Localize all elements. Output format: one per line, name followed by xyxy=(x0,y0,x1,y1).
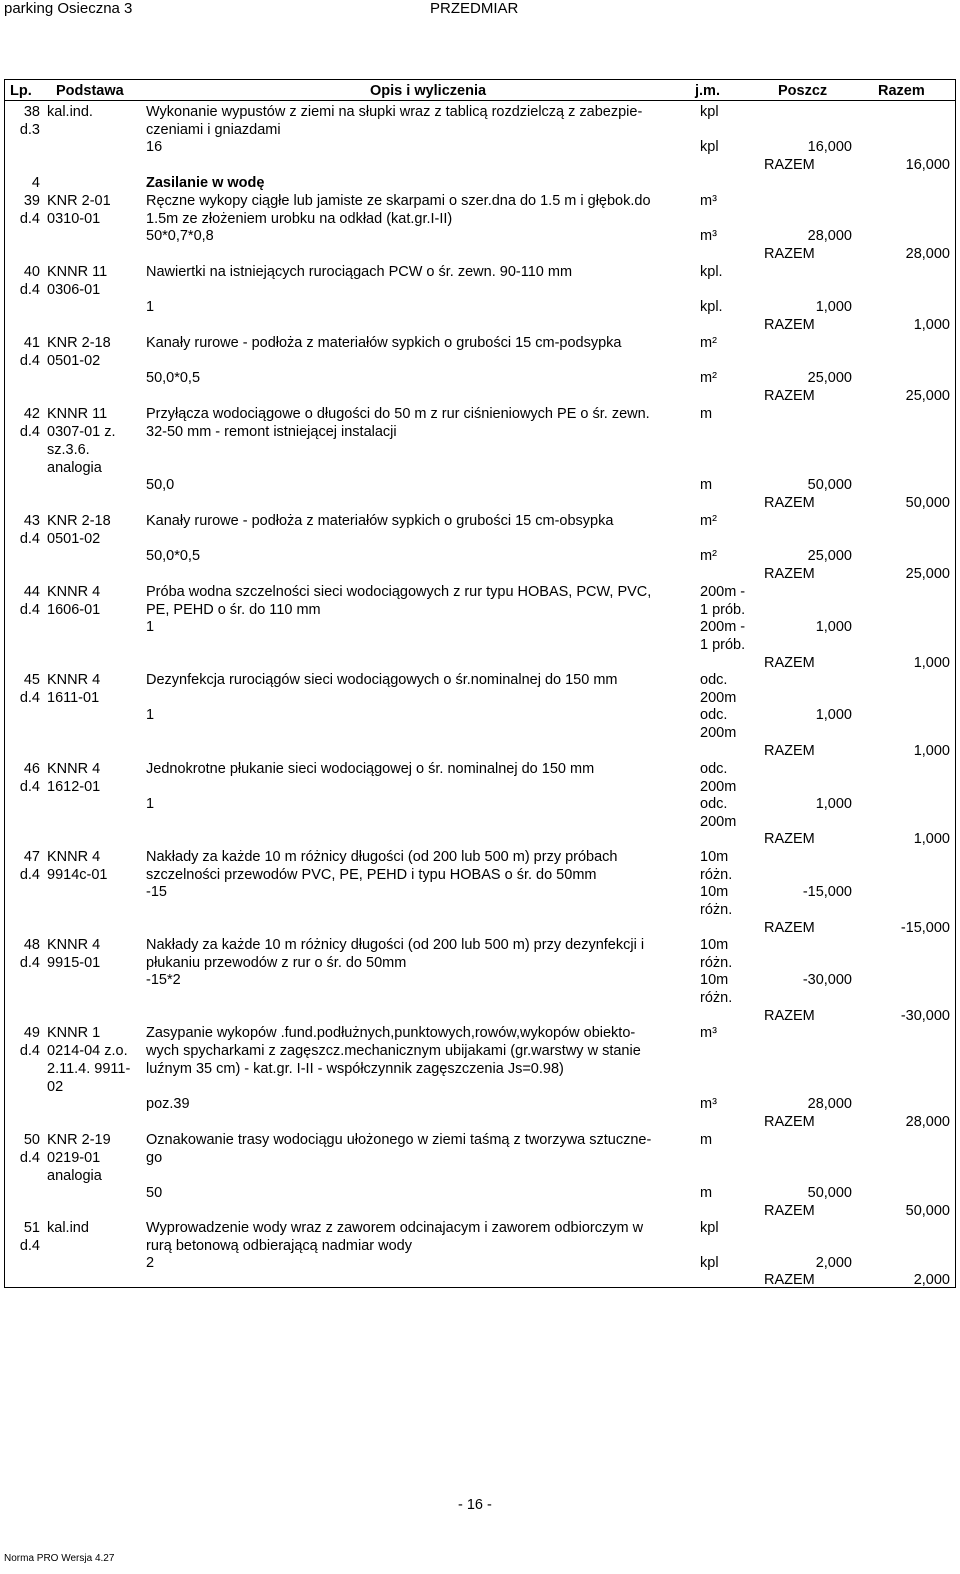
row-podstawa: 1606-01 xyxy=(47,602,101,618)
row-calc-unit: odc. xyxy=(700,707,728,723)
row-calc-unit: różn. xyxy=(700,902,733,918)
row-lp: 39 xyxy=(23,193,40,209)
row-unit: kpl. xyxy=(700,264,723,280)
row-podstawa: 0219-01 xyxy=(47,1150,101,1166)
row-lp: 50 xyxy=(23,1132,40,1148)
row-lp: 38 xyxy=(23,104,40,120)
row-description: Nawiertki na istniejących rurociągach PCW o śr. zewn. 90-110 mm xyxy=(146,264,573,280)
row-podstawa: 0310-01 xyxy=(47,211,101,227)
row-calculation: 1 xyxy=(146,707,155,723)
table-header-rule xyxy=(4,100,956,101)
row-calculation: 1 xyxy=(146,619,155,635)
row-lp-suffix: d.4 xyxy=(19,424,40,440)
row-razem: 1,000 xyxy=(913,655,950,671)
row-podstawa: 2.11.4. 9911- xyxy=(47,1061,131,1077)
row-description: Wyprowadzenie wody wraz z zaworem odcinajacym i zaworem odbiorczym w xyxy=(146,1220,644,1236)
row-razem-label: RAZEM xyxy=(764,246,815,262)
row-unit: 10m xyxy=(700,937,729,953)
row-lp-suffix: d.4 xyxy=(19,867,40,883)
row-calc-unit: 200m xyxy=(700,814,737,830)
row-calc-unit: kpl xyxy=(700,1255,719,1271)
row-razem: 1,000 xyxy=(913,317,950,333)
row-razem-label: RAZEM xyxy=(764,1203,815,1219)
row-description: Kanały rurowe - podłoża z materiałów sypkich o grubości 15 cm-podsypka xyxy=(146,335,622,351)
row-podstawa: KNNR 4 xyxy=(47,584,101,600)
row-podstawa: sz.3.6. xyxy=(47,442,90,458)
row-poszcz: 28,000 xyxy=(807,1096,852,1112)
row-razem-label: RAZEM xyxy=(764,388,815,404)
row-description: Jednokrotne płukanie sieci wodociągowej o śr. nominalnej do 150 mm xyxy=(146,761,595,777)
row-lp-suffix: d.4 xyxy=(19,690,40,706)
row-unit: m³ xyxy=(700,1025,717,1041)
row-description: Przyłącza wodociągowe o długości do 50 m z rur ciśnieniowych PE o śr. zewn. xyxy=(146,406,650,422)
row-description: Ręczne wykopy ciągłe lub jamiste ze skarpami o szer.dna do 1.5 m i głębok.do xyxy=(146,193,651,209)
row-razem-label: RAZEM xyxy=(764,743,815,759)
row-razem: 50,000 xyxy=(905,1203,950,1219)
row-poszcz: 1,000 xyxy=(815,707,852,723)
row-description: Próba wodna szczelności sieci wodociągowych z rur typu HOBAS, PCW, PVC, xyxy=(146,584,652,600)
row-poszcz: 25,000 xyxy=(807,370,852,386)
row-calculation: 50,0*0,5 xyxy=(146,548,201,564)
row-lp-suffix: d.4 xyxy=(19,1150,40,1166)
row-lp: 41 xyxy=(23,335,40,351)
row-podstawa: 0214-04 z.o. xyxy=(47,1043,128,1059)
row-poszcz: 1,000 xyxy=(815,299,852,315)
row-podstawa: 1611-01 xyxy=(47,690,100,706)
row-razem-label: RAZEM xyxy=(764,1114,815,1130)
row-calculation: 1 xyxy=(146,796,155,812)
col-header-razem: Razem xyxy=(878,83,925,99)
row-razem-label: RAZEM xyxy=(764,655,815,671)
row-description: rurą betonową odbierającą nadmiar wody xyxy=(146,1238,412,1254)
row-podstawa: KNR 2-18 xyxy=(47,513,111,529)
row-razem-label: RAZEM xyxy=(764,317,815,333)
row-calc-unit: 10m xyxy=(700,972,729,988)
row-calc-unit: 10m xyxy=(700,884,729,900)
row-description: 1.5m ze złożeniem urobku na odkład (kat.gr.I-II) xyxy=(146,211,453,227)
section-number: 4 xyxy=(31,175,40,191)
row-lp: 43 xyxy=(23,513,40,529)
row-calc-unit: m³ xyxy=(700,228,717,244)
row-unit: kpl xyxy=(700,1220,719,1236)
row-razem: 28,000 xyxy=(905,246,950,262)
row-razem-label: RAZEM xyxy=(764,495,815,511)
row-lp: 45 xyxy=(23,672,40,688)
row-calc-unit: odc. xyxy=(700,796,728,812)
row-unit: m³ xyxy=(700,193,717,209)
row-calc-unit: kpl. xyxy=(700,299,723,315)
row-calc-unit: różn. xyxy=(700,990,733,1006)
row-calc-unit: m xyxy=(700,1185,713,1201)
row-podstawa: kal.ind. xyxy=(47,104,93,120)
row-podstawa: KNNR 11 xyxy=(47,264,108,280)
row-podstawa: 9915-01 xyxy=(47,955,101,971)
row-lp-suffix: d.4 xyxy=(19,353,40,369)
row-calc-unit: 200m xyxy=(700,725,737,741)
row-lp-suffix: d.4 xyxy=(19,211,40,227)
row-unit: 1 prób. xyxy=(700,602,746,618)
row-razem-label: RAZEM xyxy=(764,157,815,173)
row-description: go xyxy=(146,1150,163,1166)
col-header-jm: j.m. xyxy=(695,83,720,99)
row-lp-suffix: d.4 xyxy=(19,602,40,618)
row-lp-suffix: d.4 xyxy=(19,1043,40,1059)
row-unit: 200m - xyxy=(700,584,746,600)
row-razem: 16,000 xyxy=(905,157,950,173)
row-calc-unit: kpl xyxy=(700,139,719,155)
row-description: Kanały rurowe - podłoża z materiałów sypkich o grubości 15 cm-obsypka xyxy=(146,513,614,529)
row-razem: 50,000 xyxy=(905,495,950,511)
row-podstawa: kal.ind xyxy=(47,1220,89,1236)
row-podstawa: 0307-01 z. xyxy=(47,424,116,440)
row-lp-suffix: d.4 xyxy=(19,531,40,547)
row-lp: 44 xyxy=(23,584,40,600)
row-lp: 51 xyxy=(23,1220,40,1236)
row-calculation: 1 xyxy=(146,299,155,315)
row-description: PE, PEHD o śr. do 110 mm xyxy=(146,602,321,618)
row-razem: 25,000 xyxy=(905,566,950,582)
row-calculation: poz.39 xyxy=(146,1096,190,1112)
row-description: czeniami i gniazdami xyxy=(146,122,281,138)
row-podstawa: KNR 2-01 xyxy=(47,193,111,209)
row-lp-suffix: d.4 xyxy=(19,779,40,795)
col-header-opis: Opis i wyliczenia xyxy=(370,83,487,99)
row-description: Nakłady za każde 10 m różnicy długości (od 200 lub 500 m) przy próbach xyxy=(146,849,618,865)
row-podstawa: KNNR 4 xyxy=(47,761,101,777)
row-calculation: 50 xyxy=(146,1185,163,1201)
row-description: luźnym 35 cm) - kat.gr. I-II - współczynnik zagęszczenia Js=0.98) xyxy=(146,1061,564,1077)
row-poszcz: -15,000 xyxy=(802,884,852,900)
row-poszcz: 1,000 xyxy=(815,796,852,812)
row-podstawa: KNNR 4 xyxy=(47,672,101,688)
row-calc-unit: 200m - xyxy=(700,619,746,635)
row-poszcz: 50,000 xyxy=(807,477,852,493)
row-calc-unit: 1 prób. xyxy=(700,637,746,653)
row-razem: 1,000 xyxy=(913,743,950,759)
row-unit: m² xyxy=(700,335,717,351)
row-description: Oznakowanie trasy wodociągu ułożonego w ziemi taśmą z tworzywa sztuczne- xyxy=(146,1132,652,1148)
row-lp: 48 xyxy=(23,937,40,953)
row-unit: różn. xyxy=(700,867,733,883)
row-unit: 200m xyxy=(700,779,737,795)
row-podstawa: analogia xyxy=(47,460,102,476)
col-header-podstawa: Podstawa xyxy=(56,83,124,99)
row-calc-unit: m² xyxy=(700,548,717,564)
header-project: parking Osieczna 3 xyxy=(4,0,133,17)
row-razem-label: RAZEM xyxy=(764,566,815,582)
table-top-rule xyxy=(4,79,956,80)
row-description: 32-50 mm - remont istniejącej instalacji xyxy=(146,424,397,440)
row-podstawa: 02 xyxy=(47,1079,64,1095)
row-unit: m xyxy=(700,406,713,422)
col-header-poszcz: Poszcz xyxy=(778,83,828,99)
row-poszcz: -30,000 xyxy=(802,972,852,988)
row-unit: odc. xyxy=(700,761,728,777)
row-calculation: 50*0,7*0,8 xyxy=(146,228,214,244)
row-podstawa: analogia xyxy=(47,1168,102,1184)
row-lp-suffix: d.3 xyxy=(19,122,40,138)
row-podstawa: KNR 2-18 xyxy=(47,335,111,351)
section-title: Zasilanie w wodę xyxy=(146,175,265,191)
row-podstawa: KNNR 11 xyxy=(47,406,108,422)
row-razem: -15,000 xyxy=(900,920,950,936)
row-lp: 47 xyxy=(23,849,40,865)
row-podstawa: 0501-02 xyxy=(47,353,101,369)
row-podstawa: KNNR 4 xyxy=(47,937,101,953)
row-calculation: 50,0*0,5 xyxy=(146,370,201,386)
row-unit: różn. xyxy=(700,955,733,971)
row-poszcz: 1,000 xyxy=(815,619,852,635)
row-description: szczelności przewodów PVC, PE, PEHD i typu HOBAS o śr. do 50mm xyxy=(146,867,597,883)
row-podstawa: 0501-02 xyxy=(47,531,101,547)
row-poszcz: 2,000 xyxy=(815,1255,852,1271)
software-footer: Norma PRO Wersja 4.27 xyxy=(4,1553,115,1564)
row-calc-unit: m² xyxy=(700,370,717,386)
row-lp: 49 xyxy=(23,1025,40,1041)
row-lp-suffix: d.4 xyxy=(19,1238,40,1254)
row-calc-unit: m xyxy=(700,477,713,493)
row-razem-label: RAZEM xyxy=(764,1008,815,1024)
row-unit: m xyxy=(700,1132,713,1148)
row-description: Nakłady za każde 10 m różnicy długości (od 200 lub 500 m) przy dezynfekcji i xyxy=(146,937,645,953)
row-unit: 200m xyxy=(700,690,737,706)
row-razem: 2,000 xyxy=(913,1272,950,1288)
row-podstawa: 1612-01 xyxy=(47,779,101,795)
row-podstawa: 0306-01 xyxy=(47,282,101,298)
row-razem: 28,000 xyxy=(905,1114,950,1130)
row-description: wych spycharkami z zagęszcz.mechanicznym ubijakami (gr.warstwy w stanie xyxy=(146,1043,641,1059)
row-podstawa: KNNR 1 xyxy=(47,1025,101,1041)
col-header-lp: Lp. xyxy=(10,83,32,99)
row-poszcz: 28,000 xyxy=(807,228,852,244)
header-title: PRZEDMIAR xyxy=(430,0,519,17)
row-lp: 42 xyxy=(23,406,40,422)
row-unit: odc. xyxy=(700,672,728,688)
row-unit: 10m xyxy=(700,849,729,865)
row-calculation: 2 xyxy=(146,1255,155,1271)
row-description: Zasypanie wykopów .fund.podłużnych,punktowych,rowów,wykopów obiekto- xyxy=(146,1025,636,1041)
row-calculation: 16 xyxy=(146,139,163,155)
row-calc-unit: m³ xyxy=(700,1096,717,1112)
row-razem-label: RAZEM xyxy=(764,920,815,936)
row-razem-label: RAZEM xyxy=(764,831,815,847)
row-description: Wykonanie wypustów z ziemi na słupki wraz z tablicą rozdzielczą z zabezpie- xyxy=(146,104,643,120)
row-lp: 40 xyxy=(23,264,40,280)
row-unit: m² xyxy=(700,513,717,529)
page-number: - 16 - xyxy=(458,1497,492,1513)
row-calculation: 50,0 xyxy=(146,477,175,493)
row-calculation: -15*2 xyxy=(146,972,181,988)
row-lp-suffix: d.4 xyxy=(19,955,40,971)
row-poszcz: 16,000 xyxy=(807,139,852,155)
row-podstawa: 9914c-01 xyxy=(47,867,108,883)
row-razem: 1,000 xyxy=(913,831,950,847)
row-poszcz: 50,000 xyxy=(807,1185,852,1201)
row-razem-label: RAZEM xyxy=(764,1272,815,1288)
row-lp: 46 xyxy=(23,761,40,777)
row-razem: -30,000 xyxy=(900,1008,950,1024)
row-podstawa: KNNR 4 xyxy=(47,849,101,865)
row-podstawa: KNR 2-19 xyxy=(47,1132,111,1148)
row-description: płukaniu przewodów z rur o śr. do 50mm xyxy=(146,955,407,971)
row-unit: kpl xyxy=(700,104,719,120)
row-calculation: -15 xyxy=(146,884,167,900)
row-razem: 25,000 xyxy=(905,388,950,404)
row-description: Dezynfekcja rurociągów sieci wodociągowych o śr.nominalnej do 150 mm xyxy=(146,672,618,688)
table-right-border xyxy=(955,79,956,1288)
row-poszcz: 25,000 xyxy=(807,548,852,564)
row-lp-suffix: d.4 xyxy=(19,282,40,298)
